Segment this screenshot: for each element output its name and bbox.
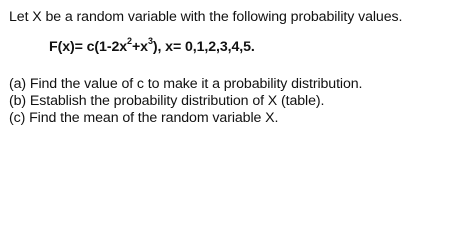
question-c: (c) Find the mean of the random variable X. [9, 110, 279, 126]
formula-middle: +x [131, 39, 148, 55]
question-a: (a) Find the value of c to make it a probability distribution. [9, 76, 363, 92]
formula-prefix: F(x)= c(1-2x [49, 39, 128, 55]
formula-exponent-2: 3 [147, 36, 153, 47]
probability-formula [49, 36, 255, 56]
question-b: (b) Establish the probability distribution of X (table). [9, 93, 325, 109]
formula-exponent-1: 2 [127, 36, 132, 47]
problem-intro-text: Let X be a random variable with the following probability values. [9, 9, 403, 25]
formula-suffix: ), x= 0,1,2,3,4,5. [152, 39, 255, 55]
